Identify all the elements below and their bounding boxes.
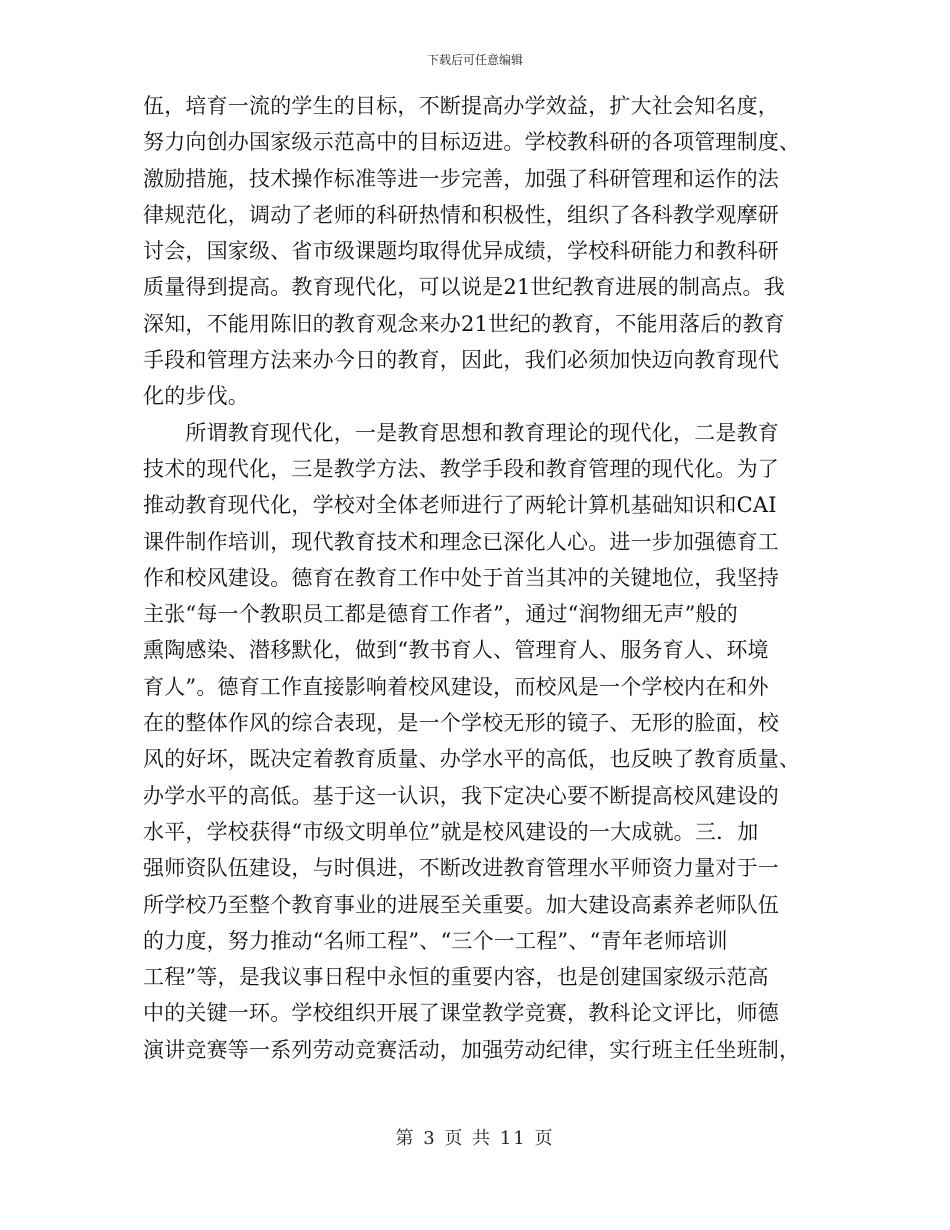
text-line: 演讲竞赛等一系列劳动竞赛活动，加强劳动纪律，实行班主任坐班制，	[143, 1037, 801, 1062]
text-line: 育人”。德育工作直接影响着校风建设，而校风是一个学校内在和外	[143, 674, 769, 699]
text-line: 手段和管理方法来办今日的教育，因此，我们必须加快迈向教育现代	[143, 348, 779, 373]
text-line: 办学水平的高低。基于这一认识，我下定决心要不断提高校风建设的	[143, 783, 779, 808]
text-line: 激励措施，技术操作标准等进一步完善，加强了科研管理和运作的法	[143, 166, 779, 191]
text-line: 所学校乃至整个教育事业的进展至关重要。加大建设高素养老师队伍	[143, 892, 779, 917]
text-line: 课件制作培训，现代教育技术和理念已深化人心。进一步加强德育工	[143, 529, 779, 554]
text-line: 水平，学校获得“市级文明单位”就是校风建设的一大成就。三．加	[143, 819, 759, 844]
text-line: 努力向创办国家级示范高中的目标迈进。学校教科研的各项管理制度、	[143, 130, 801, 155]
text-line: 在的整体作风的综合表现，是一个学校无形的镜子、无形的脸面，校	[143, 711, 779, 736]
text-line: 质量得到提高。教育现代化，可以说是21世纪教育进展的制高点。我	[143, 275, 785, 300]
text-line: 推动教育现代化，学校对全体老师进行了两轮计算机基础知识和CAI	[143, 493, 777, 518]
text-line: 工程”等，是我议事日程中永恒的重要内容，也是创建国家级示范高	[143, 965, 769, 990]
text-line: 作和校风建设。德育在教育工作中处于首当其冲的关键地位，我坚持	[143, 565, 779, 590]
text-line: 的力度，努力推动“名师工程”、“三个一工程”、“青年老师培训	[143, 928, 728, 953]
text-line: 化的步伐。	[143, 384, 249, 409]
text-line: 熏陶感染、潜移默化，做到“教书育人、管理育人、服务育人、环境	[143, 638, 769, 663]
page-number: 第 3 页 共 11 页	[395, 1128, 555, 1149]
text-line: 主张“每一个教职员工都是德育工作者”，通过“润物细无声”般的	[143, 602, 738, 627]
text-line: 讨会，国家级、省市级课题均取得优异成绩，学校科研能力和教科研	[143, 239, 779, 264]
text-line: 律规范化，调动了老师的科研热情和积极性，组织了各科教学观摩研	[143, 202, 779, 227]
text-line: 深知，不能用陈旧的教育观念来办21世纪的教育，不能用落后的教育	[143, 311, 785, 336]
text-line: 中的关键一环。学校组织开展了课堂教学竞赛，教科论文评比，师德	[143, 1001, 779, 1026]
text-line: 风的好坏，既决定着教育质量、办学水平的高低，也反映了教育质量、	[143, 747, 801, 772]
text-line: 伍，培育一流的学生的目标，不断提高办学效益，扩大社会知名度，	[143, 94, 779, 118]
page-header: 下载后可任意编辑	[426, 53, 523, 67]
text-line: 所谓教育现代化，一是教育思想和教育理论的现代化，二是教育	[143, 420, 779, 445]
document-body	[143, 88, 815, 1068]
text-line: 强师资队伍建设，与时俱进，不断改进教育管理水平师资力量对于一	[143, 856, 779, 881]
text-line: 技术的现代化，三是教学方法、教学手段和教育管理的现代化。为了	[143, 456, 779, 481]
